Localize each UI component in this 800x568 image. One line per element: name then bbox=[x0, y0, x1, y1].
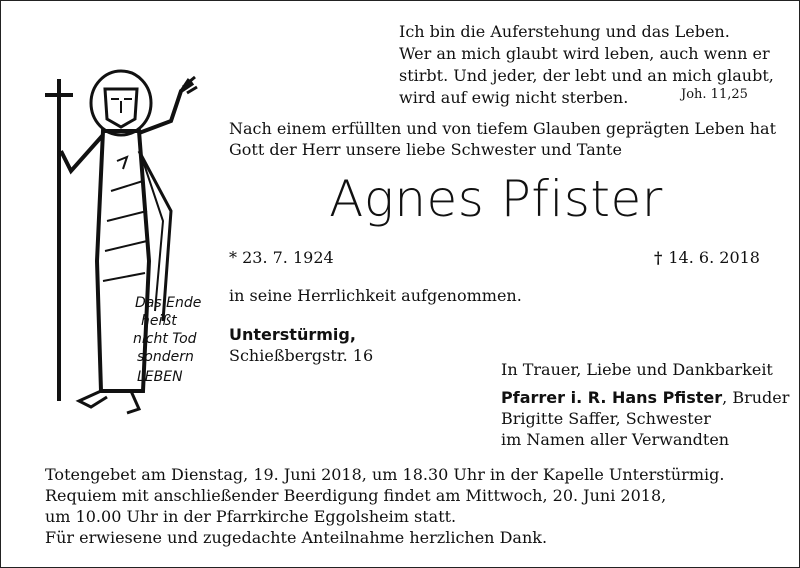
intro-text bbox=[229, 118, 776, 160]
signer-secondary: Brigitte Saffer, Schwester bbox=[501, 409, 711, 428]
footer-line: Für erwiesene und zugedachte Anteilnahme herzlichen Dank. bbox=[45, 528, 548, 547]
cross-icon: † bbox=[654, 248, 663, 267]
inscription-line: Das Ende bbox=[135, 295, 202, 311]
verse-line: Ich bin die Auferstehung und das Leben. bbox=[399, 22, 730, 41]
verse-reference: Joh. 11,25 bbox=[681, 87, 748, 102]
footer-line: um 10.00 Uhr in der Pfarrkirche Eggolsheim statt. bbox=[45, 507, 457, 526]
address bbox=[229, 324, 373, 366]
signer-relation: , Bruder bbox=[722, 388, 790, 407]
footer-line: Requiem mit anschließender Beerdigung findet am Mittwoch, 20. Juni 2018, bbox=[45, 486, 667, 505]
death-date: 14. 6. 2018 bbox=[668, 248, 760, 267]
taken-line: in seine Herrlichkeit aufgenommen. bbox=[229, 286, 522, 305]
death-date-group bbox=[654, 247, 760, 268]
mourning-line: In Trauer, Liebe und Dankbarkeit bbox=[501, 360, 773, 379]
signer-closing: im Namen aller Verwandten bbox=[501, 430, 730, 449]
intro-line: Gott der Herr unsere liebe Schwester und Tante bbox=[229, 140, 622, 159]
risen-christ-icon bbox=[31, 61, 221, 421]
deceased-name: Agnes Pfister bbox=[329, 170, 663, 228]
inscription-line: sondern bbox=[137, 349, 194, 365]
service-details bbox=[45, 464, 724, 548]
inscription-line: heißt bbox=[141, 313, 177, 329]
footer-line: Totengebet am Dienstag, 19. Juni 2018, um 18.30 Uhr in der Kapelle Unterstürmig. bbox=[45, 465, 725, 484]
signer-primary: Pfarrer i. R. Hans Pfister bbox=[501, 388, 723, 407]
verse-line: stirbt. Und jeder, der lebt und an mich glaubt, bbox=[399, 66, 774, 85]
signers bbox=[501, 387, 789, 450]
verse-line: Wer an mich glaubt wird leben, auch wenn er bbox=[399, 44, 770, 63]
inscription-line: LEBEN bbox=[137, 369, 183, 385]
birth-date: * 23. 7. 1924 bbox=[229, 248, 334, 267]
address-street: Schießbergstr. 16 bbox=[229, 346, 374, 365]
verse-line: wird auf ewig nicht sterben. bbox=[399, 88, 629, 107]
address-town: Unterstürmig, bbox=[229, 325, 356, 344]
inscription-line: nicht Tod bbox=[133, 331, 197, 347]
intro-line: Nach einem erfüllten und von tiefem Glauben geprägten Leben hat bbox=[229, 119, 777, 138]
